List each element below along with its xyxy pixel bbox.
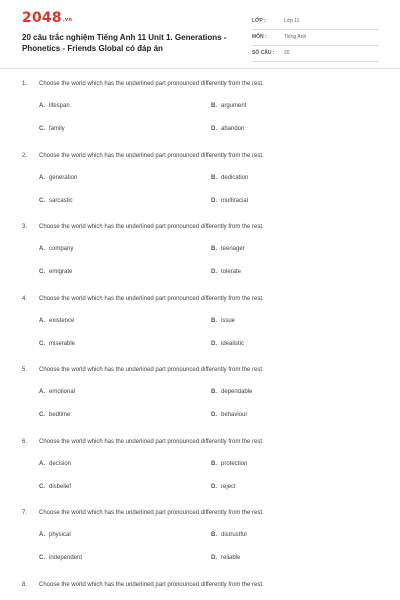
option-b[interactable]	[211, 175, 248, 181]
option-text: lifespan	[49, 103, 70, 109]
option-letter: A.	[39, 461, 45, 467]
option-a[interactable]	[39, 389, 75, 395]
option-text: issue	[221, 318, 236, 324]
option-a[interactable]	[39, 175, 77, 181]
question-number: 6.	[22, 439, 28, 445]
header-divider	[0, 68, 400, 69]
option-letter: C.	[39, 484, 45, 490]
option-letter: A.	[39, 532, 45, 538]
option-text: generation	[49, 175, 78, 181]
option-d[interactable]	[211, 198, 248, 204]
option-text: emotional	[49, 389, 76, 395]
question-text: Choose the world which has the underlined part pronounced differently from the rest.	[39, 81, 264, 87]
meta-panel	[252, 14, 378, 62]
option-c[interactable]	[39, 269, 72, 275]
option-letter: A.	[39, 175, 45, 181]
document-header	[0, 0, 400, 68]
logo-text: 2048	[22, 10, 62, 26]
question-text: Choose the world which has the underlined part pronounced differently from the rest.	[39, 367, 264, 373]
option-c[interactable]	[39, 198, 73, 204]
question-text: Choose the world which has the underlined part pronounced differently from the rest.	[39, 582, 264, 588]
question-number: 2.	[22, 153, 28, 159]
option-a[interactable]	[39, 246, 73, 252]
option-d[interactable]	[211, 412, 247, 418]
option-b[interactable]	[211, 461, 247, 467]
option-text: reject	[221, 484, 236, 490]
meta-row-class	[252, 14, 378, 30]
option-text: reliable	[221, 555, 241, 561]
option-letter: C.	[39, 126, 45, 132]
option-text: idealistic	[221, 341, 245, 347]
document-title: 20 câu trắc nghiệm Tiếng Anh 11 Unit 1. Generations - Phonetics - Friends Global có đáp án	[22, 33, 227, 53]
option-text: protection	[221, 461, 248, 467]
option-c[interactable]	[39, 412, 70, 418]
question-3	[0, 224, 400, 296]
option-letter: C.	[39, 341, 45, 347]
option-letter: B.	[211, 318, 217, 324]
option-letter: D.	[211, 484, 217, 490]
option-letter: D.	[211, 269, 217, 275]
meta-row-subject	[252, 30, 378, 46]
option-letter: B.	[211, 103, 217, 109]
question-6	[0, 439, 400, 511]
option-d[interactable]	[211, 126, 244, 132]
question-number: 7.	[22, 510, 28, 516]
question-number: 8.	[22, 582, 28, 588]
option-text: sarcastic	[49, 198, 73, 204]
question-text: Choose the world which has the underlined part pronounced differently from the rest.	[39, 439, 264, 445]
option-c[interactable]	[39, 484, 71, 490]
option-letter: A.	[39, 318, 45, 324]
option-b[interactable]	[211, 318, 235, 324]
option-a[interactable]	[39, 532, 71, 538]
option-text: multiracial	[221, 198, 249, 204]
option-text: teenager	[221, 246, 245, 252]
option-d[interactable]	[211, 269, 241, 275]
option-letter: B.	[211, 246, 217, 252]
meta-row-count	[252, 46, 378, 62]
meta-value: Tiếng Anh	[284, 34, 307, 40]
option-b[interactable]	[211, 532, 247, 538]
meta-label: LỚP :	[252, 18, 266, 24]
option-d[interactable]	[211, 341, 244, 347]
option-text: disbelief	[49, 484, 72, 490]
option-a[interactable]	[39, 461, 71, 467]
option-letter: C.	[39, 555, 45, 561]
option-a[interactable]	[39, 103, 70, 109]
option-a[interactable]	[39, 318, 74, 324]
option-letter: D.	[211, 555, 217, 561]
option-c[interactable]	[39, 341, 75, 347]
question-text: Choose the world which has the underlined part pronounced differently from the rest.	[39, 296, 264, 302]
question-4	[0, 296, 400, 368]
option-letter: D.	[211, 412, 217, 418]
meta-value: Lớp 11	[284, 18, 300, 24]
option-text: bedtime	[49, 412, 71, 418]
option-c[interactable]	[39, 555, 82, 561]
option-c[interactable]	[39, 126, 65, 132]
question-number: 4.	[22, 296, 28, 302]
option-text: emigrate	[49, 269, 73, 275]
question-5	[0, 367, 400, 439]
option-letter: D.	[211, 198, 217, 204]
meta-label: SỐ CÂU :	[252, 50, 275, 56]
option-text: company	[49, 246, 74, 252]
option-letter: B.	[211, 389, 217, 395]
option-text: miserable	[49, 341, 76, 347]
option-text: existence	[49, 318, 75, 324]
question-8	[0, 582, 400, 596]
option-b[interactable]	[211, 389, 252, 395]
meta-value: 20	[284, 50, 290, 56]
option-text: behaviour	[221, 412, 248, 418]
option-b[interactable]	[211, 103, 246, 109]
option-letter: B.	[211, 461, 217, 467]
question-1	[0, 81, 400, 153]
option-letter: A.	[39, 246, 45, 252]
option-letter: B.	[211, 175, 217, 181]
option-text: physical	[49, 532, 71, 538]
option-text: argument	[221, 103, 247, 109]
option-letter: A.	[39, 103, 45, 109]
option-d[interactable]	[211, 555, 240, 561]
option-letter: C.	[39, 412, 45, 418]
option-text: family	[49, 126, 65, 132]
question-number: 1.	[22, 81, 28, 87]
logo-suffix: .vn	[62, 17, 73, 23]
question-7	[0, 510, 400, 582]
option-text: independent	[49, 555, 83, 561]
option-text: distrustful	[221, 532, 247, 538]
question-text: Choose the world which has the underlined part pronounced differently from the rest.	[39, 224, 264, 230]
option-letter: D.	[211, 341, 217, 347]
option-letter: A.	[39, 389, 45, 395]
question-2	[0, 153, 400, 225]
option-letter: D.	[211, 126, 217, 132]
option-text: abandon	[221, 126, 245, 132]
option-d[interactable]	[211, 484, 236, 490]
option-letter: C.	[39, 269, 45, 275]
option-text: decision	[49, 461, 72, 467]
site-logo[interactable]	[22, 10, 72, 26]
meta-label: MÔN :	[252, 34, 267, 40]
question-number: 3.	[22, 224, 28, 230]
option-text: dedication	[221, 175, 249, 181]
question-text: Choose the world which has the underlined part pronounced differently from the rest.	[39, 510, 264, 516]
option-text: dependable	[221, 389, 253, 395]
question-text: Choose the world which has the underlined part pronounced differently from the rest.	[39, 153, 264, 159]
option-b[interactable]	[211, 246, 245, 252]
question-number: 5.	[22, 367, 28, 373]
option-letter: B.	[211, 532, 217, 538]
option-text: tolerate	[221, 269, 242, 275]
option-letter: C.	[39, 198, 45, 204]
